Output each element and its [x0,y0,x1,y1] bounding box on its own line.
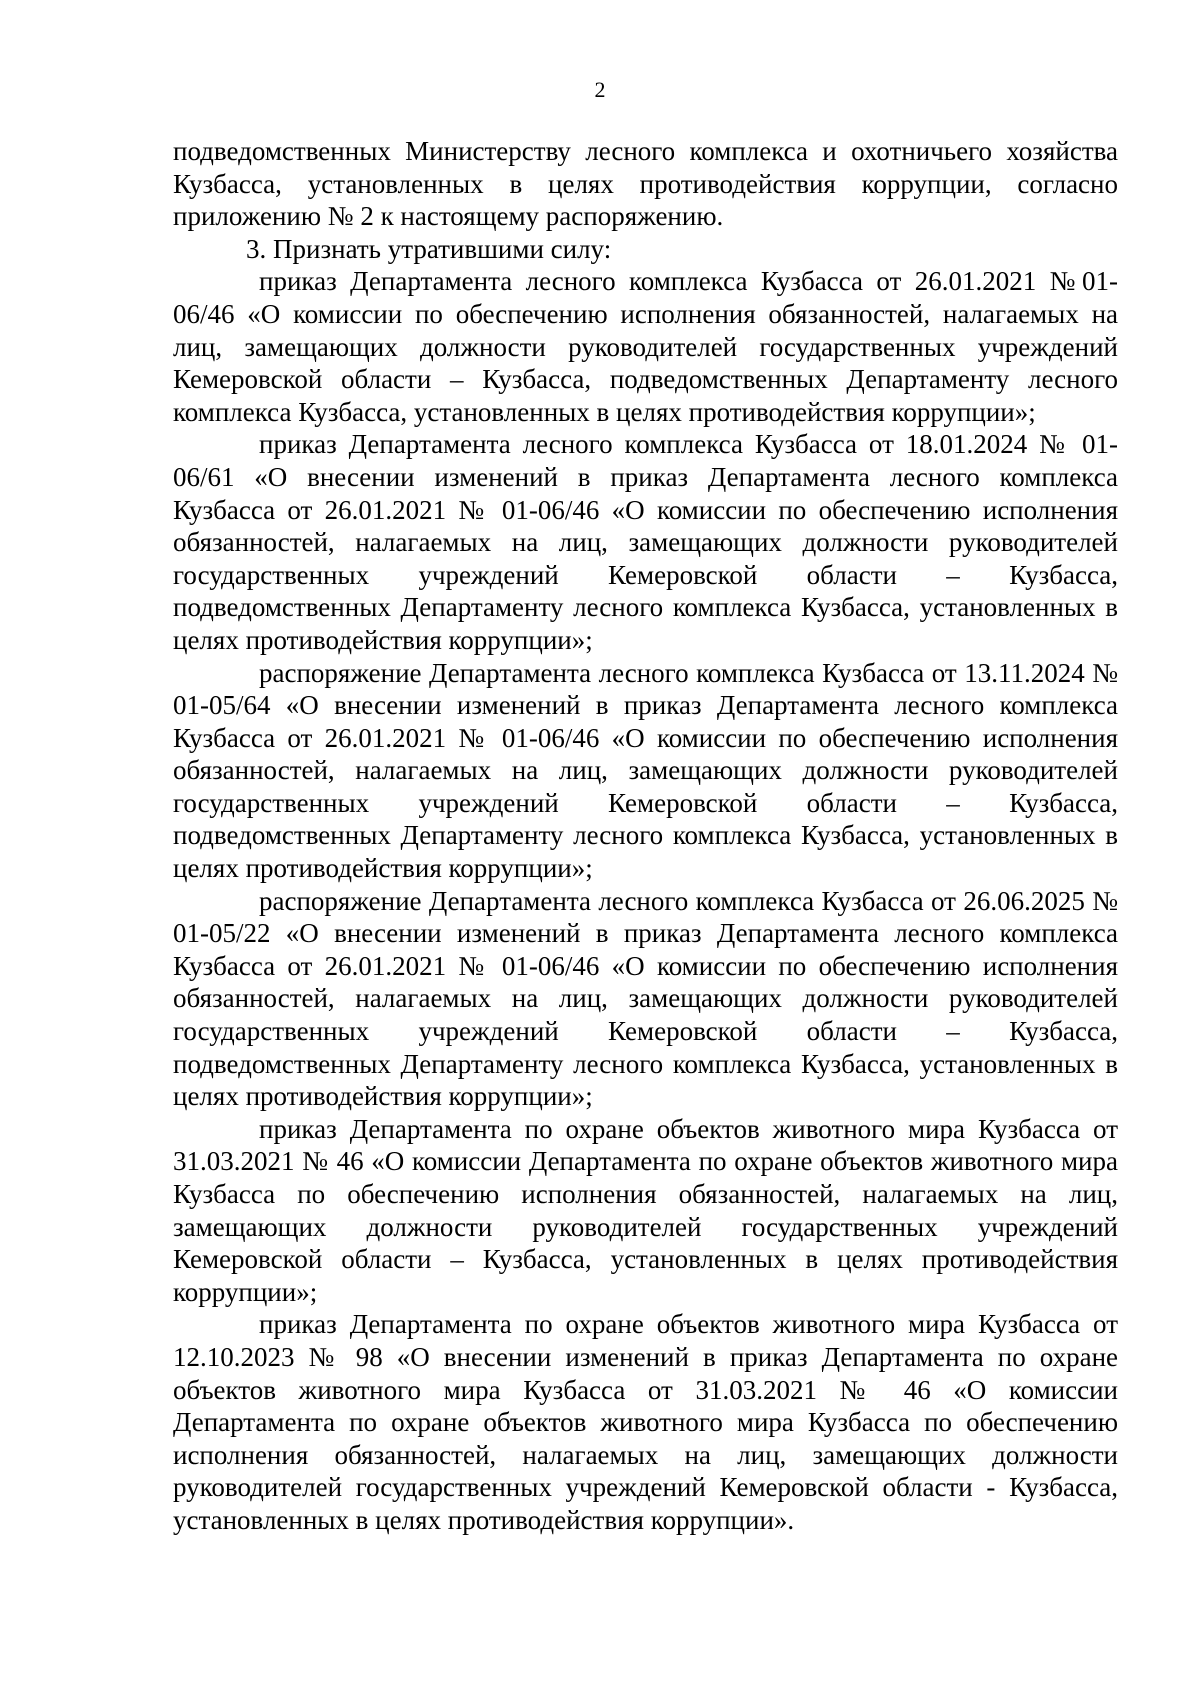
paragraph-repealed-order-1: приказ Департамента лесного комплекса Кузбасса от 26.01.2021 №01-06/46 «О комиссии по обеспечению исполнения обязанностей, налагаемых на лиц, замещающих должности руководителей государственных учреждений Кемеровской области – Кузбасса, подведомственных Департаменту лесного комплекса Кузбасса, установленных в целях противодействия коррупции»; [173,266,1118,427]
paragraph-repealed-order-5: приказ Департамента по охране объектов животного мира Кузбасса от 31.03.2021 № 46 «О комиссии Департамента по охране объектов животного мира Кузбасса по обеспечению исполнения обязанностей, налагаемых на лиц, замещающих должности руководителей государственных учреждений Кемеровской области – Кузбасса, установленных в целях противодействия коррупции»; [173,1113,1118,1307]
paragraph-repealed-order-2: приказ Департамента лесного комплекса Кузбасса от 18.01.2024 № 01-06/61 «О внесении изменений в приказ Департамента лесного комплекса Кузбасса от 26.01.2021 № 01-06/46 «О комиссии по обеспечению исполнения обязанностей, налагаемых на лиц, замещающих должности руководителей государственных учреждений Кемеровской области – Кузбасса, подведомственных Департаменту лесного комплекса Кузбасса, установленных в целях противодействия коррупции»; [173,429,1118,655]
paragraph-repealed-order-3: распоряжение Департамента лесного комплекса Кузбасса от 13.11.2024 № 01-05/64 «О внесении изменений в приказ Департамента лесного комплекса Кузбасса от 26.01.2021 № 01-06/46 «О комиссии по обеспечению исполнения обязанностей, налагаемых на лиц, замещающих должности руководителей государственных учреждений Кемеровской области – Кузбасса, подведомственных Департаменту лесного комплекса Кузбасса, установленных в целях противодействия коррупции»; [173,657,1118,884]
page-number: 2 [594,77,606,102]
paragraph-repealed-order-6: приказ Департамента по охране объектов животного мира Кузбасса от 12.10.2023 № 98 «О внесении изменений в приказ Департамента по охране объектов животного мира Кузбасса от 31.03.2021 № 46 «О комиссии Департамента по охране объектов животного мира Кузбасса по обеспечению исполнения обязанностей, налагаемых на лиц, замещающих должности руководителей государственных учреждений Кемеровской области - Кузбасса, установленных в целях противодействия коррупции». [173,1309,1118,1535]
paragraph-item-3: 3. Признать утратившими силу: [246,233,612,264]
paragraph-continuation: подведомственных Министерству лесного комплекса и охотничьего хозяйства Кузбасса, установленных в целях противодействия коррупции, согласно приложению № 2 к настоящему распоряжению. [173,136,1118,232]
paragraph-repealed-order-4: распоряжение Департамента лесного комплекса Кузбасса от 26.06.2025 № 01-05/22 «О внесении изменений в приказ Департамента лесного комплекса Кузбасса от 26.01.2021 № 01-06/46 «О комиссии по обеспечению исполнения обязанностей, налагаемых на лиц, замещающих должности руководителей государственных учреждений Кемеровской области – Кузбасса, подведомственных Департаменту лесного комплекса Кузбасса, установленных в целях противодействия коррупции»; [173,885,1118,1112]
document-body [173,135,1118,1537]
